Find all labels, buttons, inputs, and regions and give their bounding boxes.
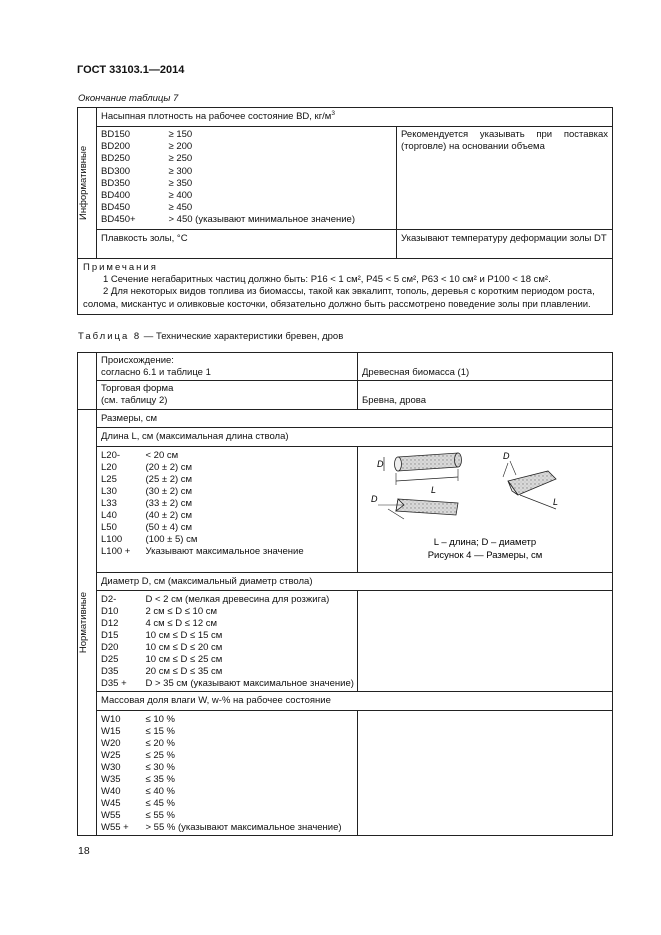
dimension-line-l2 (520, 495, 559, 509)
moisture-code: W55 (101, 810, 121, 822)
length-code: L100 (101, 534, 123, 546)
density-value: ≥ 450 (168, 201, 193, 213)
diameter-value: 4 см ≤ D ≤ 12 см (145, 617, 218, 629)
density-code: BD150 (101, 129, 131, 141)
length-title-cell (97, 428, 613, 446)
length-value: < 20 см (145, 449, 179, 461)
log-top-right (503, 451, 558, 509)
length-values-cell (142, 446, 358, 572)
table8-caption-prefix: Таблица 8 (78, 331, 142, 342)
label-d2: D (503, 450, 510, 461)
note-2-line-1: 2 Для некоторых видов топлива из биомассы, такой как эвкалипт, тополь, деревья с коротким периодом роста, (103, 286, 595, 298)
label-d3: D (371, 493, 378, 504)
moisture-value: ≤ 40 % (145, 786, 176, 798)
length-code: L20- (101, 449, 121, 461)
length-code: L25 (101, 473, 117, 485)
origin-label-line-1: Происхождение: (101, 355, 174, 366)
moisture-code: W25 (101, 749, 121, 761)
density-value: > 450 (указывают минимальное значение) (168, 213, 356, 225)
diameter-code: D25 (101, 654, 119, 666)
diameter-value: 2 см ≤ D ≤ 10 см (145, 605, 218, 617)
diameter-code: D2- (101, 593, 117, 605)
diameter-code: D12 (101, 617, 119, 629)
density-title: Насыпная плотность на рабочее состояние BD, кг/м (101, 111, 332, 122)
ash-fusibility-note: Указывают температуру деформации золы DT (397, 230, 613, 259)
length-value: Указывают максимальное значение (145, 546, 304, 558)
label-l1: L (431, 484, 437, 495)
moisture-values-cell (142, 710, 358, 836)
page-number: 18 (78, 845, 90, 857)
moisture-codes-cell (97, 710, 142, 836)
moisture-value: ≤ 25 % (145, 749, 176, 761)
length-code: L33 (101, 497, 117, 509)
density-value: ≥ 350 (168, 177, 193, 189)
density-value: ≥ 250 (168, 153, 193, 165)
moisture-code: W45 (101, 798, 121, 810)
density-code: BD250 (101, 153, 131, 165)
table8-caption-rest: — Технические характеристики бревен, дров (141, 331, 344, 342)
table7-continuation-caption: Окончание таблицы 7 (78, 93, 179, 104)
figure4 (358, 447, 612, 572)
label-l2: L (553, 496, 559, 507)
moisture-value: ≤ 45 % (145, 798, 176, 810)
length-value: (25 ± 2) см (145, 473, 193, 485)
diameter-value: 10 см ≤ D ≤ 15 см (145, 629, 223, 641)
length-value: (100 ± 5) см (145, 534, 198, 546)
ash-fusibility-label: Плавкость золы, °С (97, 230, 397, 259)
length-value: (33 ± 2) см (145, 497, 193, 509)
density-code: BD200 (101, 141, 131, 153)
length-value: (40 ± 2) см (145, 510, 193, 522)
dimension-line-l1 (396, 477, 458, 481)
moisture-code: W35 (101, 773, 121, 785)
diameter-value: 10 см ≤ D ≤ 25 см (145, 654, 223, 666)
density-value: ≥ 300 (168, 165, 193, 177)
moisture-value: > 55 % (указывают максимальное значение) (145, 822, 342, 834)
normative-section-cell (78, 410, 97, 836)
normative-section-label: Нормативные (78, 592, 89, 654)
diameter-code: D35 (101, 666, 119, 678)
table8-corner-cell (78, 353, 97, 410)
length-code: L100 + (101, 546, 131, 558)
origin-label-cell (97, 353, 358, 381)
density-code: BD300 (101, 165, 131, 177)
moisture-empty-cell (358, 710, 613, 836)
density-value: ≥ 200 (168, 141, 193, 153)
moisture-code: W20 (101, 737, 121, 749)
length-value: (30 ± 2) см (145, 485, 193, 497)
moisture-value: ≤ 55 % (145, 810, 176, 822)
diameter-code: D15 (101, 629, 119, 641)
density-title-cell (97, 108, 613, 127)
moisture-code: W10 (101, 713, 121, 725)
moisture-value: ≤ 30 % (145, 761, 176, 773)
diameter-values-cell (142, 590, 358, 692)
moisture-code: W40 (101, 786, 121, 798)
log-top-left (377, 453, 462, 495)
trade-form-label-line-2: (см. таблицу 2) (101, 395, 168, 407)
document-header: ГОСТ 33103.1—2014 (77, 64, 185, 76)
density-code: BD350 (101, 177, 131, 189)
length-value: (50 ± 4) см (145, 522, 193, 534)
density-unit-sup: 3 (331, 109, 335, 117)
table7-notes (78, 259, 613, 315)
origin-label-line-2: согласно 6.1 и таблице 1 (101, 367, 211, 379)
moisture-code: W30 (101, 761, 121, 773)
moisture-value: ≤ 10 % (145, 713, 176, 725)
origin-value: Древесная биомасса (1) (358, 353, 613, 381)
figure4-legend: L – длина; D – диаметр (433, 536, 537, 548)
trade-form-value: Бревна, дрова (358, 381, 613, 410)
diameter-codes-cell (97, 590, 142, 692)
informative-section-cell (78, 108, 97, 259)
figure4-drawing (358, 447, 613, 572)
label-d1: D (377, 458, 384, 469)
diameter-code: D10 (101, 605, 119, 617)
moisture-value: ≤ 35 % (145, 773, 176, 785)
moisture-title: Массовая доля влаги W, w-% на рабочее состояние (97, 692, 613, 710)
diameter-value: 20 см ≤ D ≤ 35 см (145, 666, 223, 678)
density-values-cell (165, 127, 397, 230)
length-codes-cell (97, 446, 142, 572)
density-value: ≥ 150 (168, 129, 193, 141)
dims-title: Размеры, см (97, 410, 613, 428)
moisture-value: ≤ 20 % (145, 737, 176, 749)
density-note: Рекомендуется указывать при поставках (торговле) на основании объема (397, 127, 613, 230)
length-code: L40 (101, 510, 117, 522)
length-title: Длина L, см (максимальная длина ствола) (101, 431, 289, 443)
density-code: BD450+ (101, 213, 136, 225)
log-bottom-left (371, 494, 458, 519)
length-code: L30 (101, 485, 117, 497)
moisture-value: ≤ 15 % (145, 725, 176, 737)
length-code: L50 (101, 522, 117, 534)
figure4-cell (358, 446, 613, 572)
density-code: BD450 (101, 201, 131, 213)
length-value: (20 ± 2) см (145, 461, 193, 473)
figure4-caption: Рисунок 4 — Размеры, см (427, 549, 543, 561)
density-value: ≥ 400 (168, 189, 193, 201)
diameter-title: Диаметр D, см (максимальный диаметр ствола) (97, 572, 613, 590)
density-code: BD400 (101, 189, 131, 201)
trade-form-label-cell (97, 381, 358, 410)
table7-end (77, 107, 613, 315)
trade-form-label-line-1: Торговая форма (101, 383, 174, 395)
diameter-code: D20 (101, 642, 119, 654)
density-codes-cell (97, 127, 165, 230)
notes-title: Примечания (83, 262, 158, 273)
diameter-value: D > 35 см (указывают максимальное значение) (145, 678, 354, 690)
diameter-code: D35 + (101, 678, 127, 690)
note-2-line-2: солома, мискантус и оливковые косточки, обязательно должно быть рассмотрено поведение золы при плавлении. (83, 298, 591, 310)
diameter-value: D < 2 см (мелкая древесина для розжига) (145, 593, 330, 605)
length-code: L20 (101, 461, 117, 473)
diameter-empty-cell (358, 590, 613, 692)
note-1: 1 Сечение негабаритных частиц должно быть: P16 < 1 см², P45 < 5 см², P63 < 10 см² и P100 < 18 см². (103, 274, 551, 286)
moisture-code: W15 (101, 725, 121, 737)
table8-caption (78, 331, 343, 342)
moisture-code: W55 + (101, 822, 129, 834)
diameter-value: 10 см ≤ D ≤ 20 см (145, 642, 223, 654)
informative-section-label: Информативные (78, 145, 89, 221)
table8 (77, 352, 613, 836)
